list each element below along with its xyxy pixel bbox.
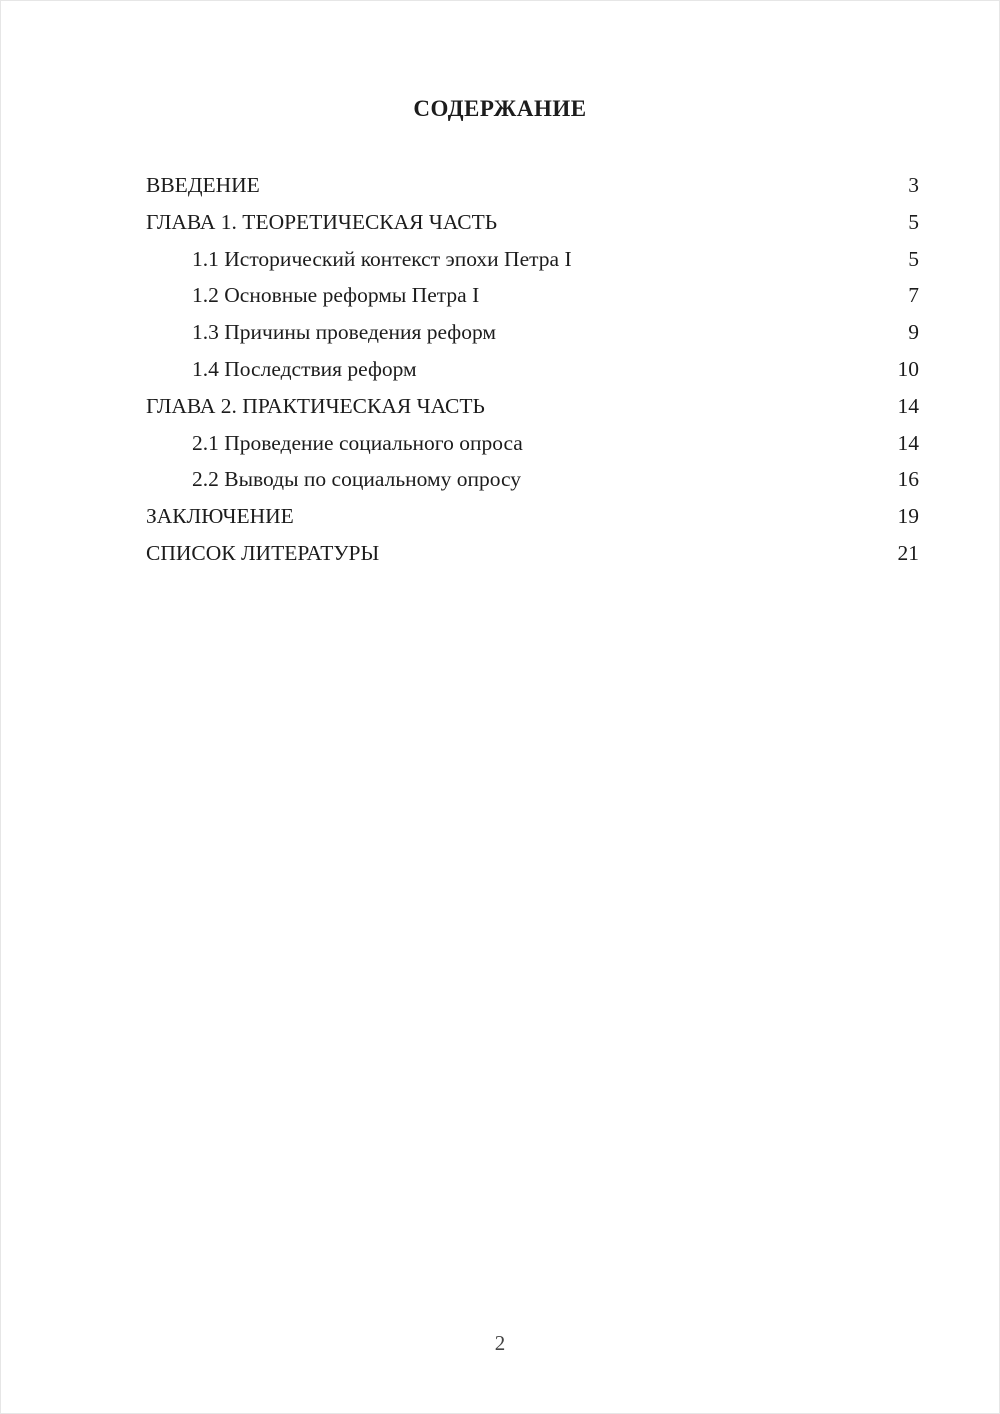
- toc-entry-page: 5: [908, 246, 919, 271]
- toc-entry: [146, 167, 919, 204]
- toc-entry: [146, 498, 919, 535]
- toc-entry: [146, 351, 919, 388]
- toc-entry-page: 19: [897, 504, 919, 529]
- toc-entry-label: ГЛАВА 2. ПРАКТИЧЕСКАЯ ЧАСТЬ: [146, 393, 485, 418]
- toc-entry-page: 5: [908, 209, 919, 234]
- page-number-footer: 2: [494, 1331, 506, 1355]
- toc-entry: [146, 241, 919, 278]
- page-title: СОДЕРЖАНИЕ: [413, 96, 587, 121]
- toc-entry-page: 21: [897, 540, 919, 565]
- toc-entry: [146, 314, 919, 351]
- toc-entry-page: 7: [908, 283, 919, 308]
- toc-entry: [146, 388, 919, 425]
- toc-entry-page: 14: [897, 430, 919, 455]
- toc-entry: [146, 277, 919, 314]
- toc-entry-label: ГЛАВА 1. ТЕОРЕТИЧЕСКАЯ ЧАСТЬ: [146, 209, 498, 234]
- toc-entry: [146, 425, 919, 462]
- toc-entry-page: 3: [908, 173, 919, 197]
- toc-entry-label: 2.2 Выводы по социальному опросу: [192, 467, 522, 492]
- toc-entry-page: 14: [897, 393, 919, 418]
- toc-entry-label: 1.3 Причины проведения реформ: [192, 320, 496, 345]
- toc-list: [146, 167, 919, 572]
- toc-entry-label: ВВЕДЕНИЕ: [146, 173, 260, 197]
- toc-entry-label: 2.1 Проведение социального опроса: [192, 430, 523, 455]
- toc-entry-label: 1.4 Последствия реформ: [192, 356, 417, 381]
- toc-entry: [146, 535, 919, 572]
- toc-entry-page: 16: [897, 467, 919, 492]
- toc-entry-label: ЗАКЛЮЧЕНИЕ: [146, 504, 294, 529]
- toc-entry-label: 1.2 Основные реформы Петра I: [192, 283, 480, 308]
- toc-entry-label: СПИСОК ЛИТЕРАТУРЫ: [146, 540, 380, 565]
- toc-entry-label: 1.1 Исторический контекст эпохи Петра I: [192, 246, 572, 271]
- toc-entry-page: 10: [897, 356, 919, 381]
- toc-entry-page: 9: [908, 320, 919, 345]
- toc-entry: [146, 204, 919, 241]
- toc-entry: [146, 461, 919, 498]
